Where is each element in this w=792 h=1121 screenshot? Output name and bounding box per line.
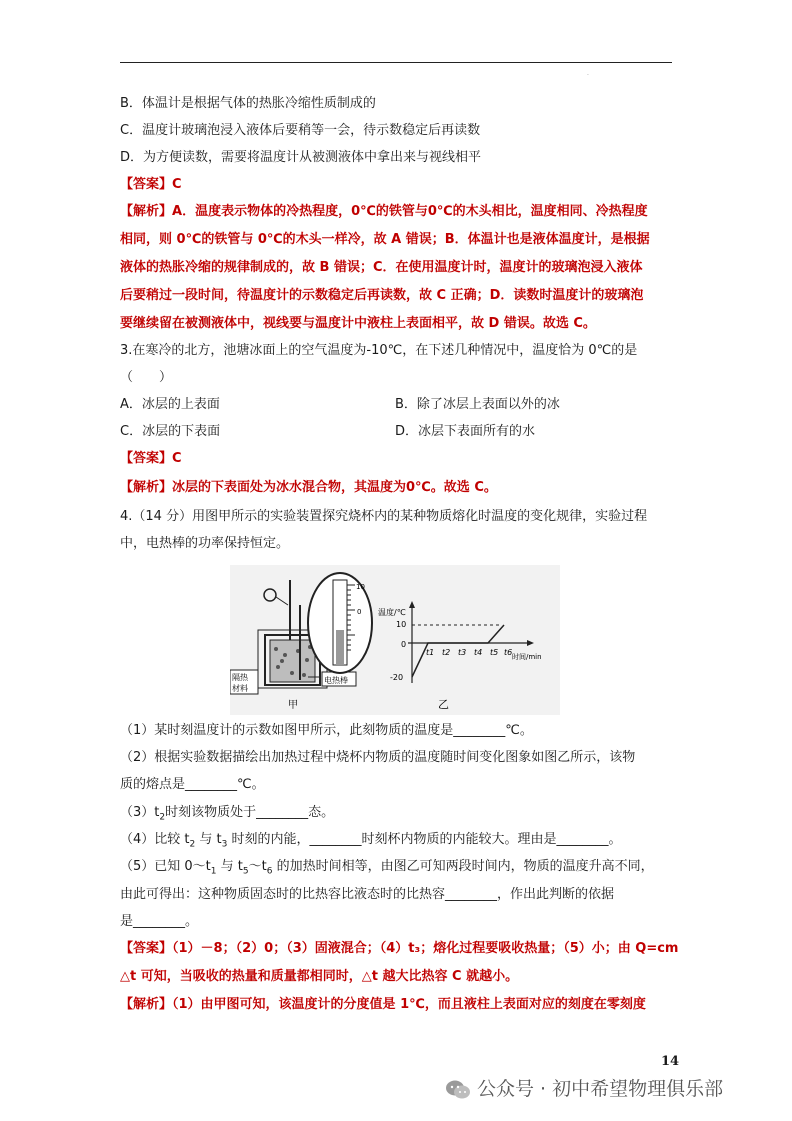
graph-y-0: 0 — [401, 640, 407, 649]
answer-value: C — [172, 451, 182, 466]
q4-part-2-line-1: （2）根据实验数据描绘出加热过程中烧杯内物质的温度随时间变化图象如图乙所示，该物 — [120, 750, 636, 765]
analysis-tag: 【解析】 — [120, 997, 173, 1012]
q2-analysis-line-1 — [120, 203, 680, 221]
q3-option-d: D．冰层下表面所有的水 — [395, 424, 536, 439]
q2-analysis-line-5: 要继续留在被测液体中，视线要与温度计中液柱上表面相平，故 D 错误。故选 C。 — [120, 316, 596, 331]
q4-part-4 — [120, 831, 680, 854]
subscript: 3 — [221, 839, 228, 850]
graph-t2: t2 — [442, 648, 451, 657]
graph-t4: t4 — [474, 648, 483, 657]
watermark-text: 公众号 · 初中希望物理俱乐部 — [477, 1078, 724, 1100]
label-insulation-1: 隔热 — [232, 673, 248, 682]
answer-tag: 【答案】 — [120, 941, 173, 956]
wechat-icon — [445, 1079, 471, 1101]
graph-t6: t6 — [504, 648, 513, 657]
q3-options-row-2 — [120, 423, 680, 441]
thermo-tick-10: 10 — [356, 583, 365, 591]
q2-analysis-line-3: 液体的热胀冷缩的规律制成的，故 B 错误；C．在使用温度计时，温度计的玻璃泡浸入液体 — [120, 260, 643, 275]
subscript: 6 — [266, 866, 273, 877]
q4-stem-line-2: 中，电热棒的功率保持恒定。 — [120, 536, 290, 551]
q4-part-3 — [120, 804, 680, 827]
text-run: 时刻该物质处于________态。 — [165, 805, 335, 820]
label-yi: 乙 — [438, 698, 449, 711]
q4-answer-line-1 — [120, 940, 680, 958]
graph-axis-x: 时间/min — [512, 653, 542, 661]
thermo-tick-0: 0 — [357, 608, 362, 616]
q4-part-5-line-2: 由此可得出：这种物质固态时的比热容比液态时的比热容________，作出此判断的依据 — [120, 887, 615, 902]
q2-analysis-line-4: 后要稍过一段时间，待温度计的示数稳定后再读数，故 C 正确；D．读数时温度计的玻璃泡 — [120, 288, 644, 303]
text-run: ～t — [248, 859, 267, 874]
q4-part-1: （1）某时刻温度计的示数如图甲所示，此刻物质的温度是________℃。 — [120, 723, 533, 738]
analysis-tag: 【解析】 — [120, 480, 173, 495]
text-run: 的加热时间相等，由图乙可知两段时间内，物质的温度升高不同， — [272, 859, 654, 874]
answer-tag: 【答案】 — [120, 451, 173, 466]
q4-part-5-line-1 — [120, 858, 680, 881]
graph-y-minus-20: -20 — [390, 673, 404, 682]
label-jia: 甲 — [288, 700, 298, 711]
q3-stem-line-2: （ ） — [120, 370, 173, 385]
q4-analysis-line-1 — [120, 996, 680, 1014]
q3-analysis — [120, 479, 680, 497]
label-insulation-2: 材料 — [232, 684, 248, 693]
analysis-text: 冰层的下表面处为冰水混合物，其温度为0℃。故选 C。 — [172, 480, 497, 495]
q2-option-b: B．体温计是根据气体的热胀冷缩性质制成的 — [120, 96, 376, 111]
text-run: （5）已知 0～t — [120, 859, 211, 874]
graph-t3: t3 — [458, 648, 467, 657]
q4-figure — [230, 565, 560, 715]
q4-part-2-line-2: 质的熔点是________℃。 — [120, 777, 265, 792]
header-rule — [120, 62, 672, 63]
q4-stem-line-1: 4.（14 分）用图甲所示的实验装置探究烧杯内的某种物质熔化时温度的变化规律，实验过程 — [120, 509, 648, 524]
answer-value: C — [172, 177, 182, 192]
q3-option-c: C．冰层的下表面 — [120, 424, 221, 439]
text-run: 时刻的内能，________时刻杯内物质的内能较大。理由是________。 — [227, 832, 622, 847]
text-run: 与 t — [216, 859, 243, 874]
text-run: （4）比较 t — [120, 832, 190, 847]
q2-option-c: C．温度计玻璃泡浸入液体后要稍等一会，待示数稳定后再读数 — [120, 123, 481, 138]
subscript: 2 — [189, 839, 196, 850]
analysis-tag: 【解析】 — [120, 204, 173, 219]
graph-y-10: 10 — [396, 620, 407, 629]
answer-tag: 【答案】 — [120, 177, 173, 192]
subscript: 1 — [210, 866, 217, 877]
q2-option-d: D．为方便读数，需要将温度计从被测液体中拿出来与视线相平 — [120, 150, 482, 165]
graph-t5: t5 — [490, 648, 499, 657]
page-number: 14 — [661, 1054, 680, 1069]
analysis-text: （1）由甲图可知，该温度计的分度值是 1℃，而且液柱上表面对应的刻度在零刻度 — [172, 997, 646, 1012]
graph-t1: t1 — [426, 648, 435, 657]
text-run: （3）t — [120, 805, 160, 820]
graph-axis-y: 温度/℃ — [378, 608, 406, 617]
subscript: 2 — [159, 812, 166, 823]
answer-text: （1）－8；（2）0；（3）固液混合；（4）t₃；熔化过程要吸收热量；（5）小；由 Q=cm — [172, 941, 679, 956]
q4-part-5-line-3: 是________。 — [120, 914, 199, 929]
q3-stem-line-1: 3.在寒冷的北方，池塘冰面上的空气温度为-10℃，在下述几种情况中，温度恰为 0℃的是 — [120, 343, 638, 358]
q3-option-a: A．冰层的上表面 — [120, 397, 220, 412]
label-heater: 电热棒 — [324, 676, 348, 685]
q3-option-b: B．除了冰层上表面以外的冰 — [395, 397, 560, 412]
watermark — [445, 1074, 723, 1101]
q3-options-row-1 — [120, 396, 680, 414]
header-mark: · — [587, 72, 589, 79]
text-run: 与 t — [195, 832, 222, 847]
subscript: 5 — [242, 866, 249, 877]
q3-answer — [120, 450, 680, 468]
q2-answer — [120, 176, 680, 194]
q2-analysis-line-2: 相同，则 0℃的铁管与 0℃的木头一样冷，故 A 错误；B．体温计也是液体温度计，是根据 — [120, 232, 650, 247]
analysis-text: A．温度表示物体的冷热程度，0℃的铁管与0℃的木头相比，温度相同、冷热程度 — [172, 204, 648, 219]
q4-answer-line-2: △t 可知，当吸收的热量和质量都相同时，△t 越大比热容 C 就越小。 — [120, 969, 519, 984]
